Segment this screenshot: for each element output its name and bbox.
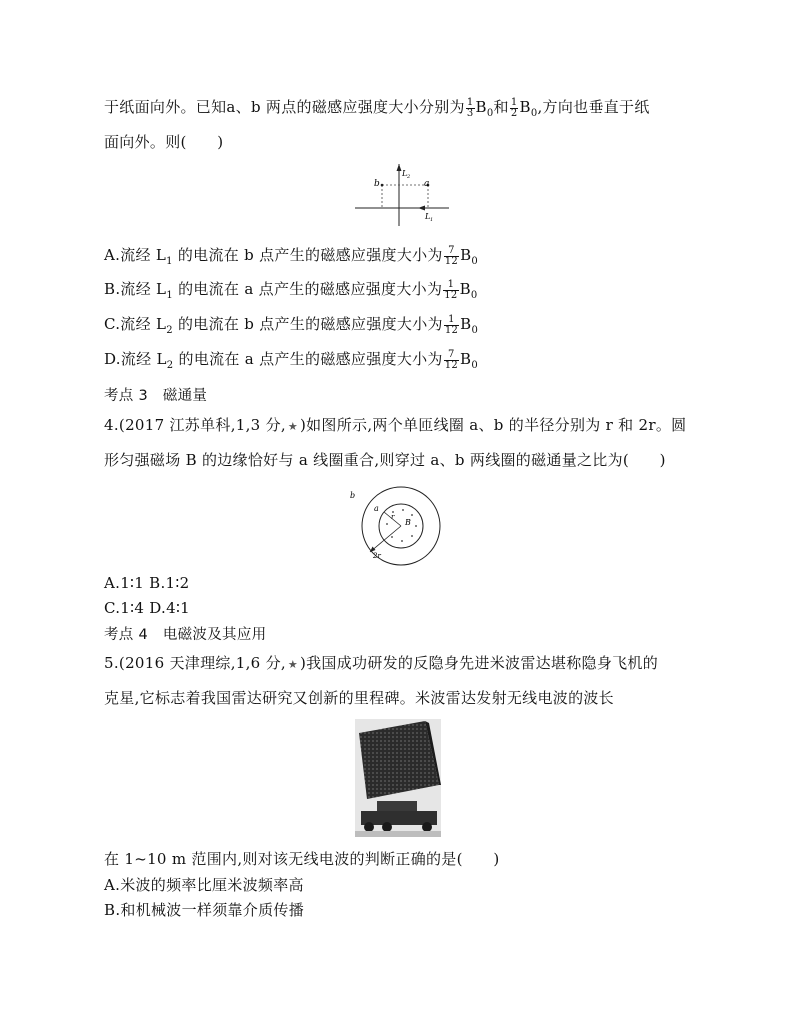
topic-3-heading: 考点 3 磁通量 (104, 388, 208, 404)
q3-stem-text: 于纸面向外。已知a、b 两点的磁感应强度大小分别为 (104, 98, 465, 116)
q5-stem-line1: 5.(2016 天津理综,1,6 分, ★ )我国成功研发的反隐身先进米波雷达堪称隐身飞机的 (104, 654, 659, 672)
q4-options-row2[interactable]: C.1∶4 D.4∶1 (104, 599, 191, 617)
q5-option-a[interactable]: A.米波的频率比厘米波频率高 (104, 876, 304, 894)
b0-symbol: B (475, 98, 487, 116)
q3-stem-line2: 面向外。则( ) (104, 133, 224, 151)
q5-stem-line3: 在 1~10 m 范围内,则对该无线电波的判断正确的是( ) (104, 850, 500, 868)
coil-b-label: b (350, 491, 356, 500)
fraction-one-third: $\frac{1}{3}$ (466, 96, 474, 119)
fraction-one-half: $\frac{1}{2}$ (510, 96, 518, 119)
b0-symbol: B (519, 98, 531, 116)
q3-option-b[interactable]: B.流经 $L_1$ 的电流在 a 点产生的磁感应强度大小为 $\frac{1}{12}$ $B_0$ (104, 278, 478, 301)
field-b-label: B (405, 518, 411, 527)
wire-l1-label: L (425, 212, 431, 221)
q3-wire-diagram (352, 162, 452, 234)
svg-text:1: 1 (430, 217, 434, 223)
q5-stem-line2: 克星,它标志着我国雷达研究又创新的里程碑。米波雷达发射无线电波的波长 (104, 689, 614, 707)
wire-l2-label: L (402, 169, 408, 178)
difficulty-icon: ★ (287, 658, 299, 671)
point-b-label: b (374, 179, 380, 189)
radius-r-label: r (391, 513, 395, 521)
q3-option-d[interactable]: D.流经 $L_2$ 的电流在 a 点产生的磁感应强度大小为 $\frac{7}{12}$ $B_0$ (104, 348, 479, 371)
svg-text:2: 2 (407, 174, 411, 180)
topic-4-heading: 考点 4 电磁波及其应用 (104, 627, 267, 643)
difficulty-icon: ★ (287, 420, 299, 433)
q4-stem-line2: 形匀强磁场 B 的边缘恰好与 a 线圈重合,则穿过 a、b 两线圈的磁通量之比为( ) (104, 451, 666, 469)
q3-option-c[interactable]: C.流经 $L_2$ 的电流在 b 点产生的磁感应强度大小为 $\frac{1}{12}$ $B_0$ (104, 313, 479, 336)
point-a-label: a (424, 179, 430, 189)
coil-a-label: a (374, 504, 379, 513)
q5-option-b[interactable]: B.和机械波一样须靠介质传播 (104, 901, 304, 919)
q4-options-row1[interactable]: A.1∶1 B.1∶2 (104, 574, 190, 592)
q4-coil-diagram (346, 486, 456, 570)
q4-stem-line1: 4.(2017 江苏单科,1,3 分, ★ )如图所示,两个单匝线圈 a、b 的半径分别为 r 和 2r。圆 (104, 416, 687, 434)
q3-option-a[interactable]: A.流经 $L_1$ 的电流在 b 点产生的磁感应强度大小为 $\frac{7}{12}$ $B_0$ (104, 244, 479, 267)
radius-2r-label: 2r (373, 552, 381, 560)
radar-photo (355, 719, 441, 841)
q3-stem-line1: 于纸面向外。已知a、b 两点的磁感应强度大小分别为 $\frac{1}{3}$ $B_0$和 $\frac{1}{2}$ $B_0$,方向也垂直于纸 (104, 96, 650, 119)
